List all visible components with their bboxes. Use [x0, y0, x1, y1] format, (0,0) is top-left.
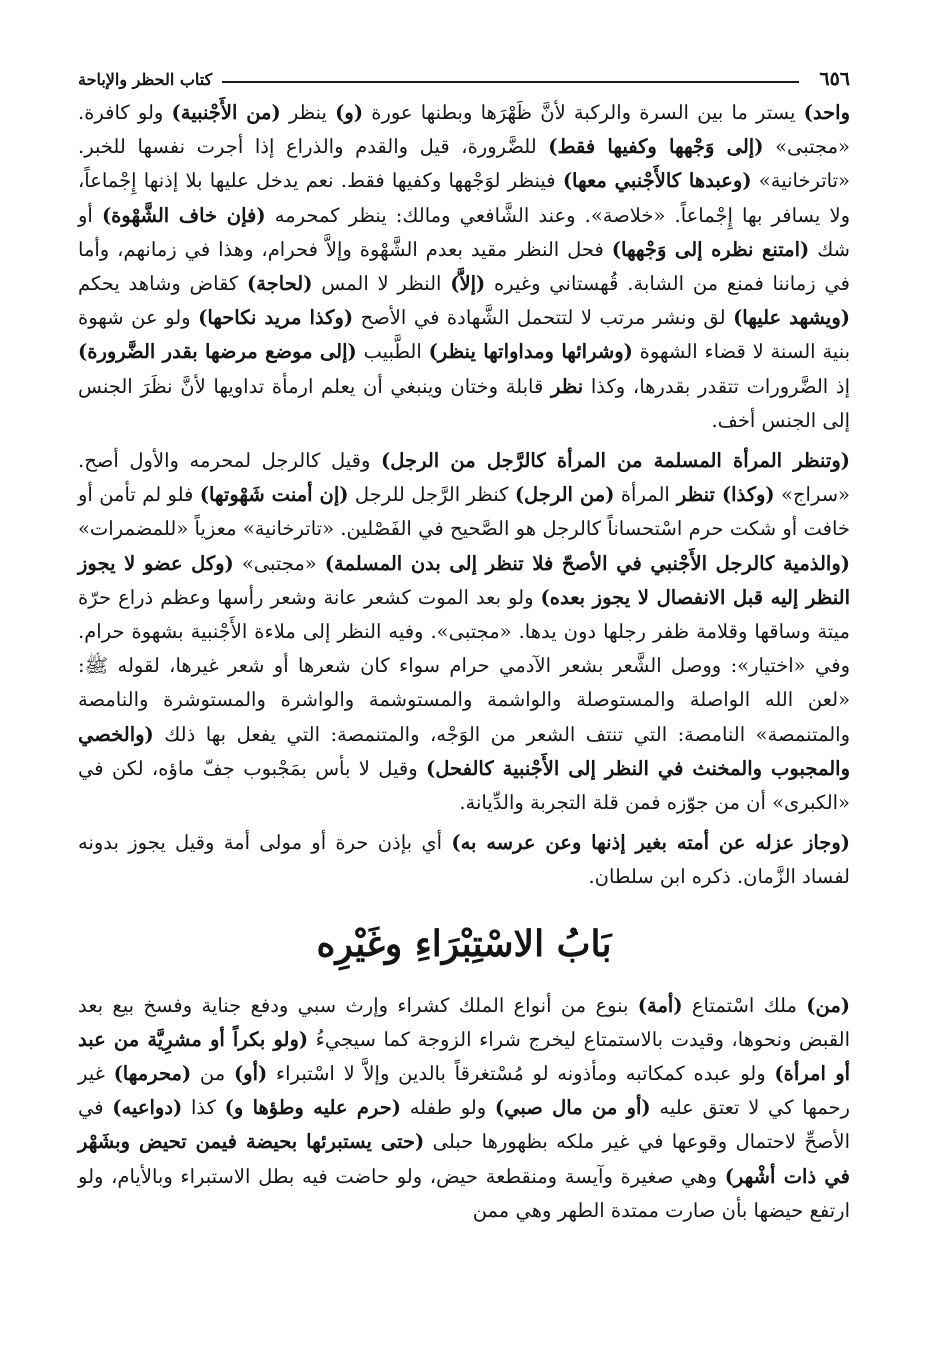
bold-text-run: (من)	[806, 993, 850, 1017]
paragraph	[78, 826, 850, 894]
text-run: من	[191, 1062, 234, 1086]
bold-text-run: واحد)	[803, 101, 851, 124]
bold-text-run: (وشرائها ومداواتها ينظر)	[428, 340, 633, 364]
bold-text-run: (وجاز عزله عن أمته بغير إذنها وعن عرسه به)	[451, 831, 851, 855]
bold-text-run: (أو)	[233, 1062, 268, 1086]
bold-text-run: (من الرجل)	[514, 483, 615, 507]
bold-text-run: (وعبدها كالأَجْنبي معها)	[562, 169, 752, 193]
text-run: للضَّرورة، قيل والقدم والذراع إذا أجرت نفسها للخبر. «تاترخانية»	[78, 135, 850, 193]
bold-text-run: (ولو بكراً أو مشرِيَّة من عبد أو امرأة)	[78, 1027, 851, 1086]
bold-text-run: (حرم عليه وطؤها و)	[224, 1096, 401, 1120]
bold-text-run: (إلاَّ)	[450, 272, 486, 296]
text-run: غير رحمها كي لا تعتق عليه	[78, 1062, 850, 1120]
text-run: كنظر الرَّجل للرجل	[348, 483, 515, 507]
text-run: ولو كافرة. «مجتبى»	[78, 101, 850, 159]
bold-text-run: نظر	[550, 374, 584, 398]
text-run: ولو عن شهوة بنية السنة لا قضاء الشهوة	[78, 306, 851, 364]
text-run: فلو لم تأمن أو خافت أو شكت حرم اسْتحساناً كالرجل هو الصَّحيح في الفَصْلين. «تاترخانية» معزياً «للمضمرات»	[78, 483, 850, 541]
bold-text-run: (محرمها)	[113, 1062, 192, 1086]
text-run: أي بإذن حرة أو مولى أمة وقيل يجوز بدونه لفساد الزَّمان. ذكره ابن سلطان.	[78, 831, 850, 889]
text-run: وهي صغيرة وآيسة ومنقطعة حيض، ولو حاضت فيه بطل الاستبراء وبالأيام، ولو ارتفع حيضها بأن صارت ممتدة الطهر وهي ممن	[78, 1164, 850, 1222]
bold-text-run: (وكذا)	[721, 483, 775, 507]
text-run: «مجتبى»	[233, 551, 325, 575]
text-run: فحل النظر مقيد بعدم الشَّهْوة وإلاَّ فحرام، وهذا في زمانهم، وأما في زماننا فمنع من الشابة. قُهستاني وغيره	[78, 237, 850, 296]
bold-text-run: (فإن خاف الشَّهْوة)	[101, 203, 266, 227]
text-run: لق ونشر مرتب لا لتتحمل الشَّهادة في الأصح	[353, 306, 734, 330]
bold-text-run: (وكذا مريد نكاحها)	[198, 306, 354, 330]
bold-text-run: (دواعيه)	[112, 1096, 183, 1120]
text-run: إذ الضَّرورات تتقدر بقدرها، وكذا	[583, 374, 850, 398]
bold-text-run: (أو من مال صبي)	[494, 1096, 651, 1120]
bold-text-run: (إلى موضع مرضها بقدر الضَّرورة)	[78, 340, 357, 364]
chapter-paragraph	[78, 989, 850, 1228]
text-run: كقاض وشاهد يحكم	[78, 272, 248, 296]
text-run: ملك اسْتمتاع	[682, 993, 807, 1017]
running-header	[78, 62, 850, 96]
bold-text-run: (إلى وَجْهها وكفيها فقط)	[548, 135, 764, 159]
text-run: ولو طفله	[400, 1096, 495, 1120]
text-run: يستر ما بين السرة والركبة لأنَّ ظَهْرَها وبطنها عورة	[363, 101, 804, 124]
paragraph	[78, 444, 850, 820]
paragraph	[78, 96, 850, 438]
text-run: قابلة وختان وينبغي أن يعلم ارمأة تداويها لأنَّ نظَرَ الجنس إلى الجنس أخف.	[78, 374, 850, 432]
text-run: أو شك	[78, 203, 850, 261]
bold-text-run: (إن أمنت شَهْوتها)	[199, 483, 349, 507]
text-run: الطَّبيب	[356, 340, 429, 364]
text-run: النظر لا المس	[312, 272, 451, 296]
bold-text-run: (وتنظر المرأة المسلمة من المرأة كالرَّجل من الرجل)	[381, 449, 850, 473]
bold-text-run: (وكل عضو لا يجوز النظر إليه قبل الانفصال لا يجوز بعده)	[78, 551, 850, 609]
text-run: بنوع من أنواع الملك كشراء وإرث سبي ودفع جناية وفسخ بيع بعد القبض ونحوها، وقيدت بالاستمتاع ليخرج شراء الزوجة كما سيجيءُ	[78, 993, 850, 1051]
chapter-title: بَابُ الاسْتِبْرَاءِ وغَيْرِه	[316, 922, 612, 965]
text-run: وقيل لا بأس بمَجْبوب جفّ ماؤه، لكن في «الكبرى» أن من جوّزه فمن قلة التجربة والدِّيانة.	[78, 756, 850, 815]
bold-text-run: (ويشهد عليها)	[733, 306, 850, 330]
bold-text-run: تنظر	[669, 483, 722, 507]
text-run: ولو عبده كمكاتبه ومأذونه لو مُسْتغرقاً بالدين وإلاَّ لا اسْتبراء	[267, 1062, 775, 1086]
text-run: ولو بعد الموت كشعر عانة وشعر رأسها وعظم ذراع حرّة ميتة وساقها وقلامة ظفر رجلها دون يدها. «مجتبى». وفيه النظر إلى ملاءة الأَجْنبية بشهوة حرام. وفي «اختيار»: ووصل الشَّعر بشعر الآدمي حرام سواء كان شعرها أو شعر غيرها، لقوله ﷺ: «لعن الله الواصلة والمستوصلة والواشمة والمستوشمة والواشرة والمستوشرة والنامصة والمتنمصة» النامصة: التي تنتف الشعر من الوَجْه، والمتنمصة: التي يفعل بها ذلك	[78, 585, 850, 746]
bold-text-run: (و)	[335, 101, 364, 124]
bold-text-run: (امتنع نظره إلى وَجْهها)	[611, 237, 810, 261]
text-run: المرأة	[614, 483, 670, 507]
text-run: ينظر	[280, 101, 336, 124]
book-page	[78, 62, 850, 1352]
bold-text-run: (والخصي والمجبوب والمخنث في النظر إلى الأَجْنبية كالفحل)	[78, 722, 850, 780]
bold-text-run: (من الأَجْنبية)	[171, 101, 281, 124]
page-number: ٦٥٦	[819, 68, 850, 90]
book-title: كتاب الحظر والإباحة	[78, 69, 213, 89]
bold-text-run: (أمة)	[637, 993, 683, 1017]
body-text	[78, 96, 850, 895]
bold-text-run: (لحاجة)	[247, 272, 313, 296]
bold-text-run: (حتى يستبرئها بحيضة فيمن تحيض وبشَهْر في ذات أشْهر)	[78, 1130, 850, 1188]
bold-text-run: (والذمية كالرجل الأَجْنبي في الأصحّ فلا تنظر إلى بدن المسلمة)	[324, 551, 850, 575]
text-run: فينظر لوَجْهها وكفيها فقط. نعم يدخل عليها بلا إذنها إِجْماعاً، ولا يسافر بها إِجْماعاً. «خلاصة». وعند الشَّافعي ومالك: ينظر كمحرمه	[78, 169, 850, 227]
text-run: في الأصحِّ لاحتمال وقوعها في غير ملكه بظهورها حبلى	[78, 1096, 850, 1154]
text-run: وقيل كالرجل لمحرمه والأول أصح. «سراج»	[78, 449, 850, 507]
text-run: كذا	[182, 1096, 225, 1120]
header-rule	[222, 81, 799, 83]
